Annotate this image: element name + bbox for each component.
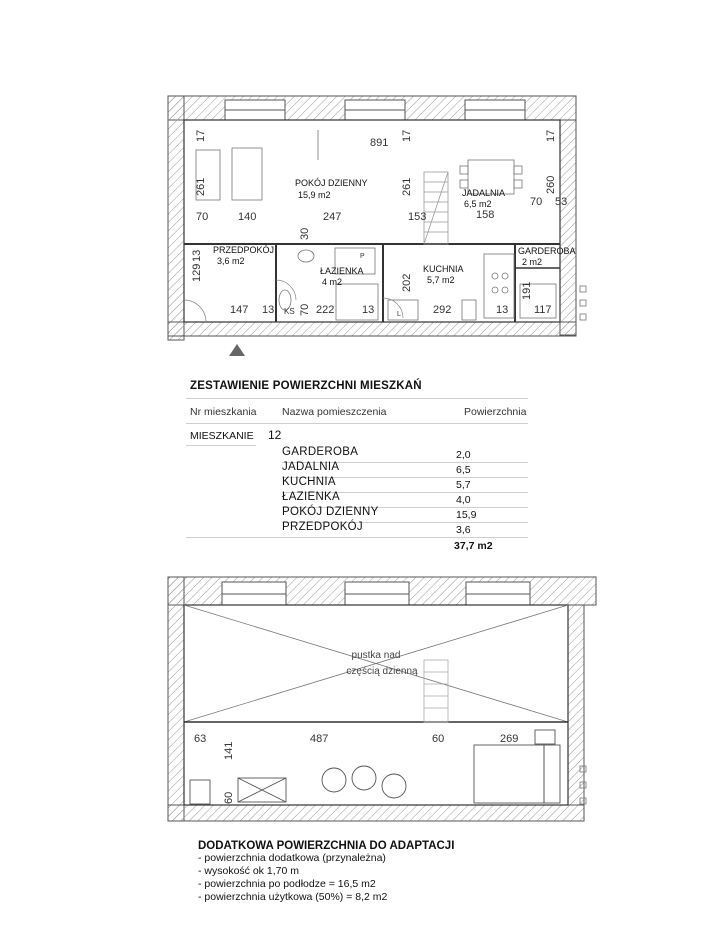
extra-area-note (198, 840, 498, 904)
dim-260: 260 (545, 175, 557, 194)
dim-261a: 261 (195, 177, 207, 196)
dim-140: 140 (238, 211, 257, 223)
bottom-wall (168, 322, 576, 336)
room-label-pokoj: POKÓJ DZIENNY (295, 178, 368, 188)
table-row-area: 6,5 (456, 464, 471, 476)
table-total: 37,7 m2 (454, 540, 493, 552)
attic-dim-60b: 60 (223, 791, 235, 804)
dim-top-width: 891 (370, 137, 389, 149)
void-note-line2: częścią dzienną (346, 666, 418, 677)
dim-70: 70 (299, 303, 311, 316)
windows (225, 100, 525, 120)
label-l: L (397, 311, 401, 318)
dim-53: 53 (555, 196, 568, 208)
table-row-area: 5,7 (456, 479, 471, 491)
void-note-line1: pustka nad (351, 650, 401, 661)
dim-13c: 13 (496, 304, 509, 316)
extra-item: - powierzchnia po podłodze = 16,5 m2 (198, 878, 376, 890)
apartment-label: MIESZKANIE (190, 430, 254, 442)
extra-title: DODATKOWA POWIERZCHNIA DO ADAPTACJI (198, 840, 455, 852)
room-area-garderoba: 2 m2 (522, 257, 543, 267)
extra-item: - powierzchnia dodatkowa (przynależna) (198, 852, 386, 864)
dim-147: 147 (230, 304, 249, 316)
room-area-kuchnia: 5,7 m2 (427, 275, 455, 285)
table-row-name: ŁAZIENKA (282, 491, 341, 503)
label-ks: KS (284, 307, 295, 316)
attic-bottom-wall (168, 805, 584, 821)
entry-arrow-icon (229, 344, 245, 356)
header-area: Powierzchnia (464, 406, 527, 418)
attic-dim-141: 141 (223, 741, 235, 760)
table-row-area: 4,0 (456, 494, 471, 506)
room-area-przedpokoj: 3,6 m2 (217, 256, 245, 266)
attic-dim-63: 63 (194, 733, 207, 745)
attic-dim-487: 487 (310, 733, 329, 745)
room-label-kuchnia: KUCHNIA (423, 264, 464, 274)
table-row-area: 2,0 (456, 449, 471, 461)
room-label-lazienka: ŁAZIENKA (320, 266, 364, 276)
dim-222: 222 (316, 304, 335, 316)
label-p: P (360, 253, 365, 260)
table-row-name: GARDEROBA (282, 446, 359, 458)
table-row-area: 15,9 (456, 509, 477, 521)
table-row-area: 3,6 (456, 524, 471, 536)
table-row-name: KUCHNIA (282, 476, 336, 488)
room-area-lazienka: 4 m2 (322, 277, 343, 287)
table-title: ZESTAWIENIE POWIERZCHNI MIESZKAŃ (190, 380, 422, 392)
dim-202: 202 (401, 273, 413, 292)
attic-plan (168, 577, 596, 821)
dim-70a: 70 (196, 211, 209, 223)
room-area-pokoj: 15,9 m2 (298, 190, 331, 200)
dim-17a: 17 (195, 129, 207, 142)
table-row-name: POKÓJ DZIENNY (282, 506, 379, 518)
dim-13: 13 (191, 249, 203, 262)
dim-17c: 17 (545, 129, 557, 142)
dim-153: 153 (408, 211, 427, 223)
attic-dim-269: 269 (500, 733, 519, 745)
table-row-name: JADALNIA (282, 461, 340, 473)
table-row-name: PRZEDPOKÓJ (282, 521, 363, 533)
dim-17b: 17 (401, 129, 413, 142)
apartment-number: 12 (268, 428, 282, 442)
header-apartment-no: Nr mieszkania (190, 406, 257, 418)
upper-plan (168, 96, 586, 356)
dim-30: 30 (299, 227, 311, 240)
dim-70b: 70 (530, 196, 543, 208)
dim-292: 292 (433, 304, 452, 316)
room-label-przedpokoj: PRZEDPOKÓJ (213, 245, 275, 255)
dim-261b: 261 (401, 177, 413, 196)
dim-247: 247 (323, 211, 342, 223)
extra-item: - powierzchnia użytkowa (50%) = 8,2 m2 (198, 891, 388, 903)
attic-right-wall (568, 605, 584, 805)
right-wall (560, 120, 576, 335)
room-label-garderoba: GARDEROBA (518, 246, 576, 256)
dim-117: 117 (534, 304, 552, 316)
dim-191: 191 (521, 281, 533, 300)
room-area-jadalnia: 6,5 m2 (464, 199, 492, 209)
dim-158: 158 (476, 209, 495, 221)
dim-129: 129 (191, 263, 203, 282)
attic-dim-60a: 60 (432, 733, 445, 745)
room-label-jadalnia: JADALNIA (462, 188, 506, 198)
extra-item: - wysokość ok 1,70 m (198, 865, 299, 877)
header-room-name: Nazwa pomieszczenia (282, 406, 387, 418)
attic-left-wall (168, 577, 184, 821)
left-wall (168, 96, 184, 340)
dim-13a: 13 (262, 304, 275, 316)
dim-13b: 13 (362, 304, 375, 316)
